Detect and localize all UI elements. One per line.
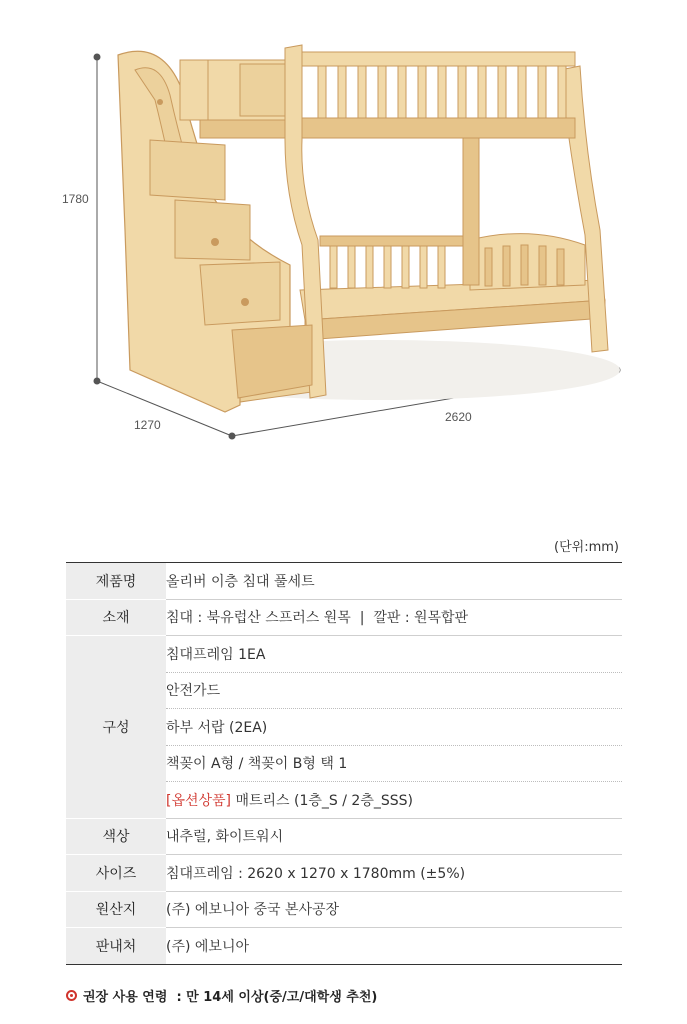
spec-row-composition [66, 636, 622, 673]
product-figure [0, 0, 687, 500]
spec-label: 제품명 [66, 563, 166, 600]
spec-label: 소재 [66, 599, 166, 636]
spec-label: 사이즈 [66, 855, 166, 892]
spec-row-seller [66, 928, 622, 965]
height-dimension-label: 1780 [62, 192, 89, 206]
spec-label: 판내처 [66, 928, 166, 965]
spec-value: 올리버 이층 침대 풀세트 [166, 563, 622, 600]
spec-value: (주) 에보니아 중국 본사공장 [166, 891, 622, 928]
spec-row-size [66, 855, 622, 892]
spec-label: 색상 [66, 818, 166, 855]
spec-row-origin [66, 891, 622, 928]
spec-value: 침대 : 북유럽산 스프러스 원목 | 깔판 : 원목합판 [166, 599, 622, 636]
spec-value: 안전가드 [166, 672, 622, 709]
spec-row-material [66, 599, 622, 636]
spec-row-color [66, 818, 622, 855]
age-note-text: 권장 사용 연령 : 만 14세 이상(중/고/대학생 추천) [83, 990, 378, 1005]
spec-label: 구성 [66, 636, 166, 819]
option-tag: [옵션상품] [166, 792, 232, 809]
spec-value-option [166, 782, 622, 819]
spec-table [66, 562, 622, 965]
target-icon [66, 990, 77, 1001]
option-value: 매트리스 (1층_S / 2층_SSS) [231, 792, 413, 809]
spec-value: 하부 서랍 (2EA) [166, 709, 622, 746]
age-note [66, 986, 377, 1005]
spec-label: 원산지 [66, 891, 166, 928]
depth-dimension-label: 1270 [134, 418, 161, 432]
spec-value: 침대프레임 1EA [166, 636, 622, 673]
width-dimension-label: 2620 [445, 410, 472, 424]
spec-row-name [66, 563, 622, 600]
bunk-bed-illustration [0, 0, 687, 500]
spec-value: 침대프레임 : 2620 x 1270 x 1780mm (±5%) [166, 855, 622, 892]
unit-label: (단위:mm) [554, 540, 619, 555]
spec-value: 책꽂이 A형 / 책꽂이 B형 택 1 [166, 745, 622, 782]
spec-value: (주) 에보니아 [166, 928, 622, 965]
spec-value: 내추럴, 화이트워시 [166, 818, 622, 855]
